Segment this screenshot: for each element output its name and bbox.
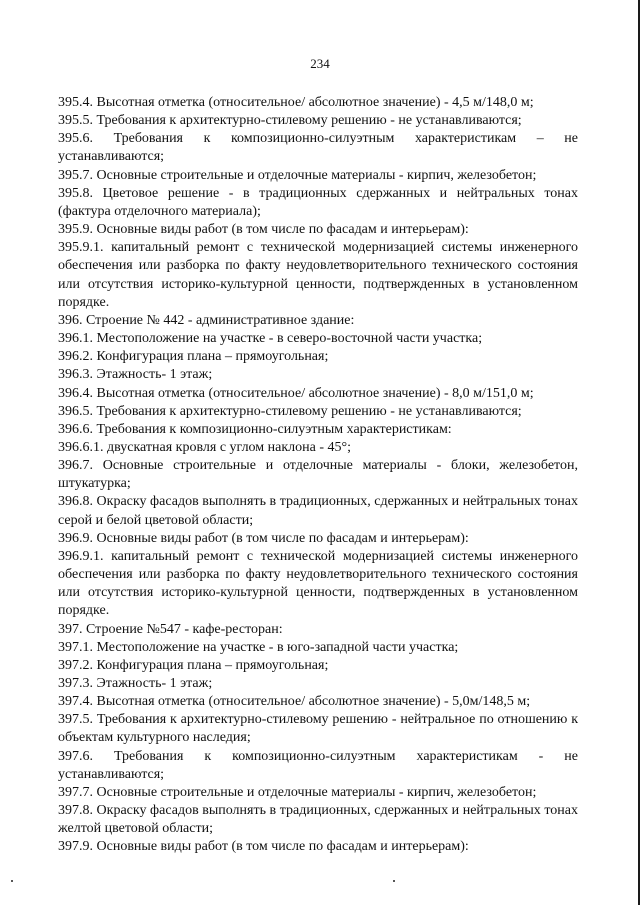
scan-speck [11, 880, 13, 882]
document-body [58, 94, 578, 857]
paragraph-395-5: 395.5. Требования к архитектурно-стилевому решению - не устанавливаются; [58, 113, 522, 129]
paragraph-397-6: 397.6. Требования к композиционно-силуэтным характеристикам - не устанавливаются; [58, 748, 578, 782]
paragraph-397-4: 397.4. Высотная отметка (относительное/ абсолютное значение) - 5,0м/148,5 м; [58, 694, 531, 710]
paragraph-397-1: 397.1. Местоположение на участке - в юго-западной части участка; [58, 639, 459, 655]
page-number: 234 [310, 56, 330, 71]
paragraph-396-6: 396.6. Требования к композиционно-силуэтным характеристикам: [58, 421, 452, 437]
paragraph-397-8: 397.8. Окраску фасадов выполнять в традиционных, сдержанных и нейтральных тонах желтой цветовой области; [58, 803, 578, 837]
paragraph-397-9: 397.9. Основные виды работ (в том числе по фасадам и интерьерам): [58, 839, 469, 855]
paragraph-396-7: 396.7. Основные строительные и отделочные материалы - блоки, железобетон, штукатурка; [58, 458, 578, 492]
paragraph-396-9-1: 396.9.1. капитальный ремонт с технической модернизацией системы инженерного обеспечения или разборка по факту неудовлетворительного технического состояния или отсутствия историко-культурной ценности, подтвержденных в установленном порядке. [58, 548, 578, 619]
paragraph-396-9: 396.9. Основные виды работ (в том числе по фасадам и интерьерам): [58, 530, 469, 546]
paragraph-396-1: 396.1. Местоположение на участке - в северо-восточной части участка; [58, 331, 483, 347]
paragraph-396-8: 396.8. Окраску фасадов выполнять в традиционных, сдержанных и нейтральных тонах серой и белой цветовой области; [58, 494, 578, 528]
paragraph-397-2: 397.2. Конфигурация плана – прямоугольная; [58, 657, 329, 673]
paragraph-395-9-1: 395.9.1. капитальный ремонт с технической модернизацией системы инженерного обеспечения или разборка по факту неудовлетворительного технического состояния или отсутствия историко-культурной ценности, подтвержденных в установленном порядке. [58, 240, 578, 310]
paragraph-396-2: 396.2. Конфигурация плана – прямоугольная; [58, 349, 329, 365]
paragraph-395-6: 395.6. Требования к композиционно-силуэтным характеристикам – не устанавливаются; [58, 131, 578, 165]
paragraph-397: 397. Строение №547 - кафе-ресторан: [58, 621, 283, 637]
paragraph-395-8: 395.8. Цветовое решение - в традиционных сдержанных и нейтральных тонах (фактура отделочного материала); [58, 185, 578, 219]
paragraph-395-9: 395.9. Основные виды работ (в том числе по фасадам и интерьерам): [58, 222, 469, 238]
paragraph-396-6-1: 396.6.1. двускатная кровля с углом наклона - 45°; [58, 439, 352, 455]
paragraph-396-3: 396.3. Этажность- 1 этаж; [58, 367, 213, 383]
paragraph-395-7: 395.7. Основные строительные и отделочные материалы - кирпич, железобетон; [58, 167, 537, 183]
paragraph-395-4: 395.4. Высотная отметка (относительное/ абсолютное значение) - 4,5 м/148,0 м; [58, 95, 534, 110]
paragraph-397-7: 397.7. Основные строительные и отделочные материалы - кирпич, железобетон; [58, 784, 537, 800]
paragraph-397-5: 397.5. Требования к архитектурно-стилевому решению - нейтральное по отношению к объектам культурного наследия; [58, 712, 578, 746]
paragraph-396: 396. Строение № 442 - административное здание: [58, 312, 355, 328]
scan-speck [393, 880, 395, 882]
paragraph-396-5: 396.5. Требования к архитектурно-стилевому решению - не устанавливаются; [58, 403, 522, 419]
paragraph-396-4: 396.4. Высотная отметка (относительное/ абсолютное значение) - 8,0 м/151,0 м; [58, 385, 534, 401]
paragraph-397-3: 397.3. Этажность- 1 этаж; [58, 676, 213, 691]
